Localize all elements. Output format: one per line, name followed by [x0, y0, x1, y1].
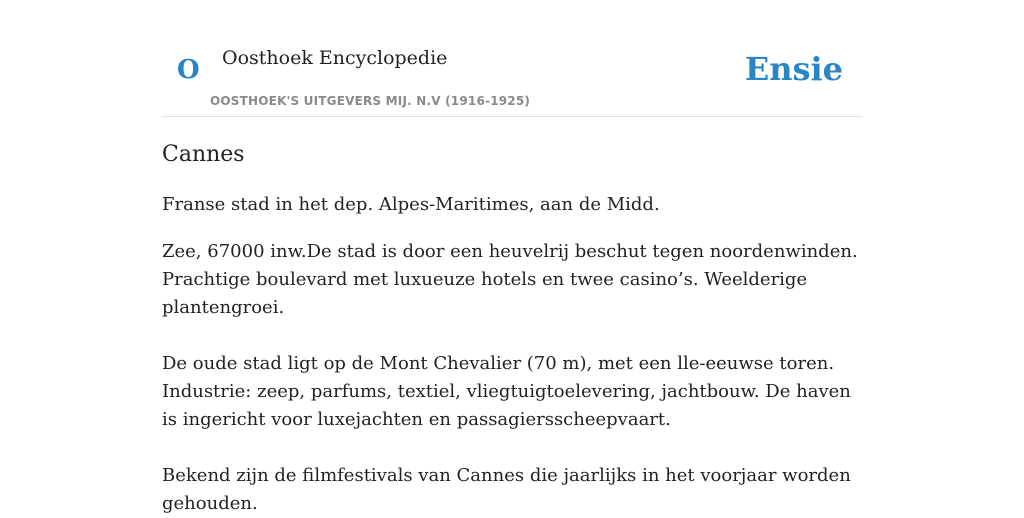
article [162, 139, 862, 518]
article-paragraph: De oude stad ligt op de Mont Chevalier (70 m), met een lle-eeuwse toren. Industrie: zeep, parfums, textiel, vliegtuigtoelevering, jachtbouw. De haven is ingericht voor luxejachten en passagiersscheepvaart. [162, 353, 851, 430]
article-paragraph: Bekend zijn de filmfestivals van Cannes die jaarlijks in het voorjaar worden gehouden. [162, 465, 851, 514]
site-title-link[interactable]: Oosthoek Encyclopedie [222, 47, 448, 69]
site-header [162, 0, 862, 117]
publisher-subtitle: OOSTHOEK'S UITGEVERS MIJ. N.V (1916-1925) [210, 94, 531, 108]
article-lead: Franse stad in het dep. Alpes-Maritimes, aan de Midd. [162, 194, 660, 215]
ensie-brand-link[interactable]: Ensie [744, 50, 843, 88]
article-title: Cannes [162, 142, 245, 167]
site-logo[interactable]: O [177, 55, 200, 85]
paragraph-spacer [162, 434, 862, 462]
page [162, 0, 862, 514]
article-paragraph: Zee, 67000 inw.De stad is door een heuvelrij beschut tegen noordenwinden. Prachtige boulevard met luxueuze hotels en twee casino’s. Weelderige plantengroei. [162, 241, 858, 318]
paragraph-spacer [162, 322, 862, 350]
